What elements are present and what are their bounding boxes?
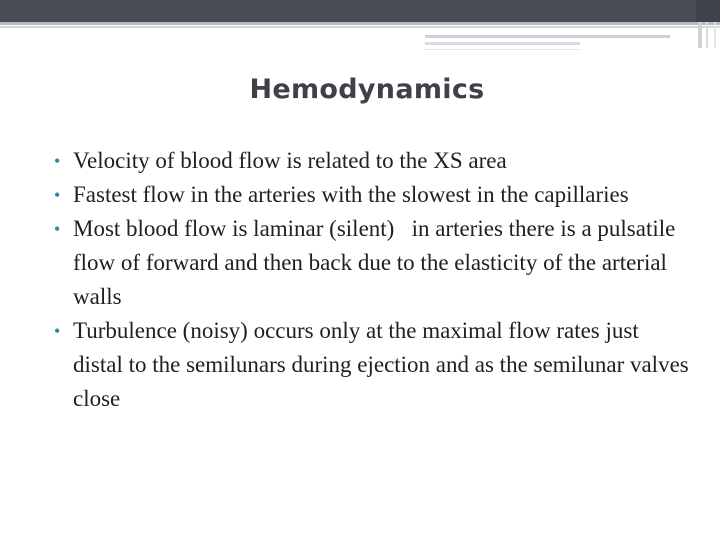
bullet-text: Turbulence (noisy) occurs only at the maximal flow rates just distal to the semilunars during ejection and as the semilunar valves close — [73, 318, 689, 411]
bullet-icon: • — [54, 151, 61, 171]
header-bar — [0, 0, 720, 22]
bullet-text: Fastest flow in the arteries with the slowest in the capillaries — [73, 182, 629, 207]
bullet-item — [54, 178, 694, 212]
header-accent-lines — [0, 22, 720, 32]
bullet-text: Most blood flow is laminar (silent) in arteries there is a pulsatile flow of forward and then back due to the elasticity of the arterial walls — [73, 216, 682, 309]
slide-title: Hemodynamics — [249, 74, 485, 105]
bullet-text: Velocity of blood flow is related to the XS area — [73, 148, 507, 173]
bullet-item — [54, 144, 694, 178]
bullet-icon: • — [54, 219, 61, 239]
header-accent-strip — [706, 22, 708, 48]
header-accent-strip — [714, 22, 716, 48]
bullet-item — [54, 314, 694, 416]
bullet-icon: • — [54, 321, 61, 341]
bullet-icon: • — [54, 185, 61, 205]
bullet-item — [54, 212, 694, 314]
bullet-list — [54, 144, 694, 416]
header-bar-corner — [696, 0, 720, 22]
header-accent-strip — [698, 22, 702, 48]
